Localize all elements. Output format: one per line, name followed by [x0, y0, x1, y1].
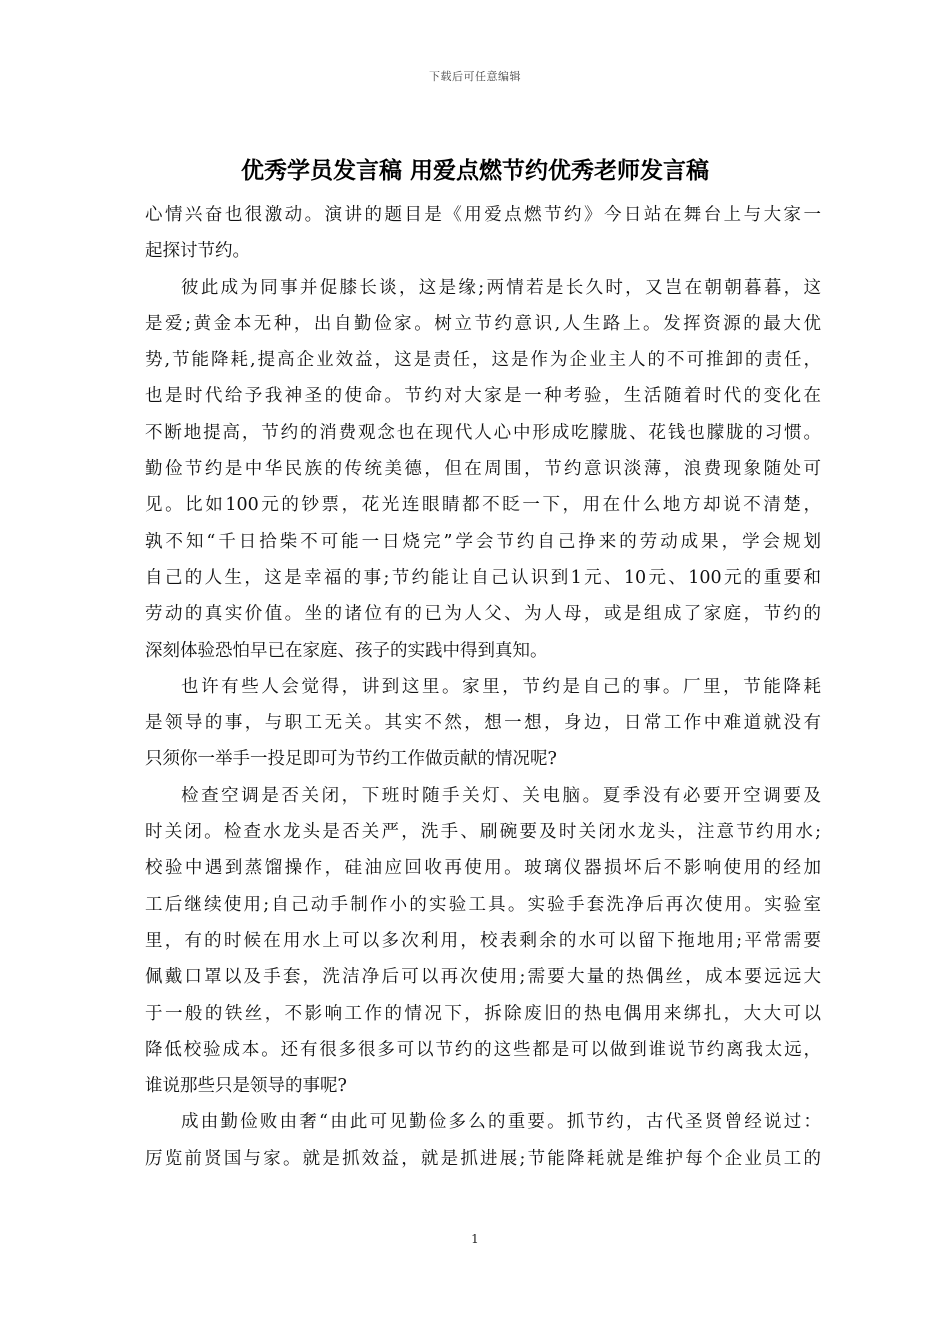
body-line: 是领导的事，与职工无关。其实不然，想一想，身边，日常工作中难道就没有 — [145, 713, 821, 734]
body-line: 佩戴口罩以及手套，洗洁净后可以再次使用;需要大量的热偶丝，成本要远远大 — [145, 967, 821, 988]
document-body — [145, 197, 821, 1177]
body-line: 彼此成为同事并促膝长谈，这是缘;两情若是长久时，又岂在朝朝暮暮，这 — [181, 277, 821, 298]
body-line: 也许有些人会觉得，讲到这里。家里，节约是自己的事。厂里，节能降耗 — [181, 676, 821, 697]
body-line: 校验中遇到蒸馏操作，硅油应回收再使用。玻璃仪器损坏后不影响使用的经加 — [145, 858, 821, 879]
body-line: 里，有的时候在用水上可以多次利用，校表剩余的水可以留下拖地用;平常需要 — [145, 930, 821, 951]
header-note: 下载后可任意编辑 — [429, 70, 521, 83]
body-line: 势,节能降耗,提高企业效益，这是责任，这是作为企业主人的不可推卸的责任， — [145, 350, 821, 371]
body-line: 见。比如100元的钞票，花光连眼睛都不眨一下，用在什么地方却说不清楚， — [145, 495, 821, 516]
body-line: 劳动的真实价值。坐的诸位有的已为人父、为人母，或是组成了家庭，节约的 — [145, 604, 821, 625]
body-line: 起探讨节约。 — [145, 241, 250, 262]
body-line: 检查空调是否关闭，下班时随手关灯、关电脑。夏季没有必要开空调要及 — [181, 785, 821, 806]
body-line: 成由勤俭败由奢“由此可见勤俭多么的重要。抓节约，古代圣贤曾经说过： — [181, 1112, 821, 1133]
body-line: 降低校验成本。还有很多很多可以节约的这些都是可以做到谁说节约离我太远， — [145, 1039, 821, 1060]
body-line: 谁说那些只是领导的事呢? — [145, 1076, 347, 1097]
body-line: 也是时代给予我神圣的使命。节约对大家是一种考验，生活随着时代的变化在 — [145, 386, 821, 407]
body-line: 自己的人生，这是幸福的事;节约能让自己认识到1元、10元、100元的重要和 — [145, 567, 821, 588]
body-line: 心情兴奋也很激动。演讲的题目是《用爱点燃节约》今日站在舞台上与大家一 — [145, 205, 821, 225]
body-line: 是爱;黄金本无种，出自勤俭家。树立节约意识,人生路上。发挥资源的最大优 — [145, 313, 821, 334]
body-line: 勤俭节约是中华民族的传统美德，但在周围，节约意识淡薄，浪费现象随处可 — [145, 459, 821, 480]
body-line: 厉览前贤国与家。就是抓效益，就是抓进展;节能降耗就是维护每个企业员工的 — [145, 1148, 821, 1169]
document-title: 优秀学员发言稿 用爱点燃节约优秀老师发言稿 — [240, 158, 709, 184]
body-line: 时关闭。检查水龙头是否关严，洗手、刷碗要及时关闭水龙头，注意节约用水; — [145, 822, 821, 843]
page-number: 1 — [471, 1232, 479, 1246]
body-line: 孰不知“千日拾柴不可能一日烧完”学会节约自己挣来的劳动成果，学会规划 — [145, 531, 821, 552]
body-line: 深刻体验恐怕早已在家庭、孩子的实践中得到真知。 — [145, 640, 548, 661]
body-line: 工后继续使用;自己动手制作小的实验工具。实验手套洗净后再次使用。实验室 — [145, 894, 821, 915]
body-line: 不断地提高，节约的消费观念也在现代人心中形成吃朦胧、花钱也朦胧的习惯。 — [145, 422, 821, 443]
body-line: 于一般的铁丝，不影响工作的情况下，拆除废旧的热电偶用来绑扎，大大可以 — [145, 1003, 821, 1024]
body-line: 只须你一举手一投足即可为节约工作做贡献的情况呢? — [145, 749, 557, 770]
